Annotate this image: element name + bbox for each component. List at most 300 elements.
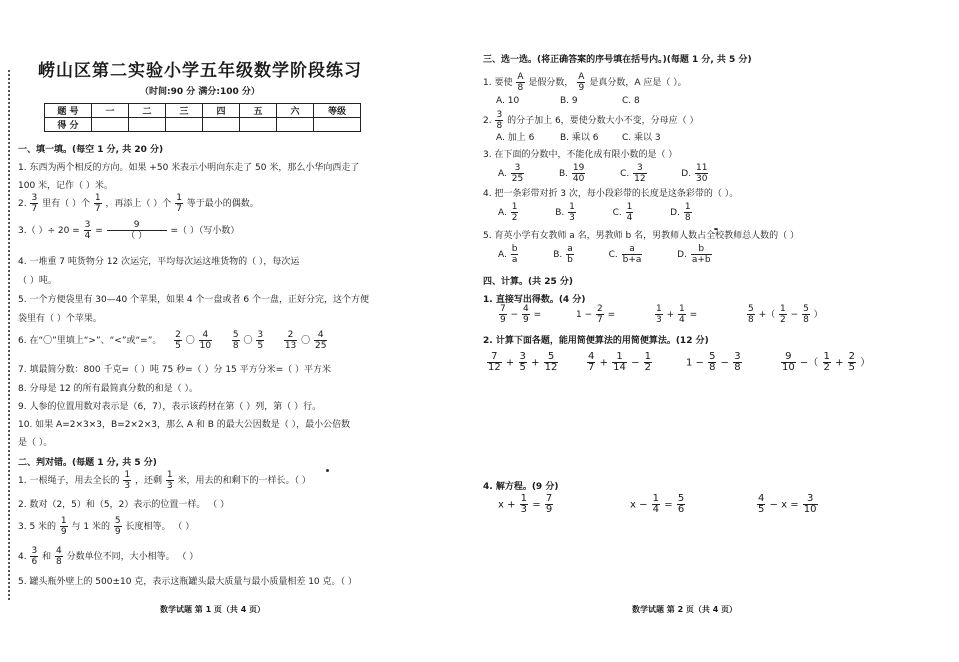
prefix: x −	[630, 499, 648, 511]
denominator: 8	[684, 213, 691, 223]
q3	[18, 220, 239, 241]
numerator: 5	[803, 304, 809, 314]
equation-heading: 4. 解方程。(9 分)	[483, 482, 559, 492]
score-cell: 五	[240, 104, 277, 118]
score-cell: 三	[166, 104, 203, 118]
denominator: 7	[94, 204, 101, 214]
q4-line2: （ ）吨。	[18, 276, 57, 286]
fraction	[691, 244, 712, 265]
calc-item	[486, 352, 559, 373]
choice-q2-text: 的分子加上 6，要使分数大小不变，分母应（ ）	[507, 116, 699, 126]
denominator: 8	[55, 557, 62, 567]
fraction	[626, 202, 634, 223]
denominator: 40	[572, 174, 585, 184]
judge-q4-text: 4.	[18, 552, 27, 562]
denominator: 25	[511, 174, 524, 184]
numerator: 1	[176, 193, 182, 203]
option-letter: C.	[608, 250, 618, 260]
numerator: 2	[175, 330, 181, 340]
score-cell: 六	[277, 104, 314, 118]
judge-q2: 2. 数对（2，5）和（5，2）表示的位置一样。 （ ）	[18, 500, 230, 510]
equals: =	[533, 310, 542, 320]
score-blank	[129, 118, 166, 132]
fraction	[175, 193, 183, 214]
q2-number: 2.	[18, 199, 27, 209]
denominator: 8	[709, 362, 716, 373]
q8: 8. 分母是 12 的所有最简真分数的和是（ ）。	[18, 384, 198, 394]
numerator: 19	[572, 163, 585, 173]
q4-line1: 4. 一堆重 7 吨货物分 12 次运完，平均每次运这堆货物的（ ），每次运	[18, 257, 300, 267]
numerator: 3	[519, 351, 526, 362]
numerator: 3	[31, 546, 38, 556]
numerator: 5	[709, 351, 716, 362]
fraction	[516, 72, 524, 93]
fraction	[572, 163, 585, 184]
fraction	[123, 470, 131, 491]
fraction	[60, 516, 68, 537]
numerator: 1	[656, 304, 662, 314]
denominator: 9	[114, 527, 121, 537]
fraction	[30, 193, 38, 214]
denominator: 8	[748, 315, 754, 325]
judge-q1-text: ，还剩	[134, 476, 162, 486]
numerator: 4	[758, 493, 765, 504]
fraction	[577, 72, 585, 93]
fraction	[284, 330, 297, 351]
numerator: 5	[114, 516, 121, 526]
denominator: 10	[803, 504, 817, 515]
denominator: 6	[31, 557, 38, 567]
numerator: 11	[695, 163, 708, 173]
numerator: 4	[199, 330, 212, 341]
fraction	[499, 304, 507, 325]
operator: =	[532, 499, 541, 511]
fraction	[511, 202, 519, 223]
numerator: 1	[520, 493, 528, 504]
denominator: 5	[758, 504, 765, 515]
choice-option: B. 乘以 6	[560, 133, 599, 143]
option-letter: A.	[498, 250, 507, 260]
q2	[18, 193, 259, 214]
denominator: 2	[780, 315, 786, 325]
denominator: 2	[644, 362, 652, 373]
fraction	[733, 352, 741, 373]
judge-q3	[18, 516, 194, 537]
prefix: x +	[498, 499, 516, 511]
fraction	[166, 470, 174, 491]
denominator: a	[511, 255, 518, 265]
option-letter: D.	[681, 169, 692, 179]
numerator: 3	[803, 494, 818, 505]
fraction	[522, 304, 530, 325]
option-letter: B.	[558, 169, 568, 179]
numerator: 3	[257, 330, 264, 340]
score-cell: 四	[203, 104, 240, 118]
option-letter: D.	[677, 250, 687, 260]
calc-item	[498, 304, 541, 325]
prefix: 1 −	[686, 357, 704, 369]
q10-line2: 是（ ）。	[18, 438, 53, 448]
operator: −	[790, 310, 799, 320]
denominator: 3	[520, 504, 528, 515]
equation-item	[630, 494, 686, 515]
score-blank	[277, 118, 314, 132]
judge-q1-text: 1. 一根绳子，用去全长的	[18, 476, 120, 486]
fraction	[633, 163, 646, 184]
choice-q4: 4. 把一条彩带对折 3 次，每小段彩带的长度是这条彩带的（ ）。	[483, 189, 739, 199]
fraction	[545, 494, 553, 515]
section3-heading: 三、选一选。(将正确答案的序号填在括号内。)(每题 1 分, 共 5 分)	[483, 55, 752, 65]
calc-item	[586, 352, 653, 373]
fraction	[107, 220, 167, 241]
operator: +	[531, 357, 540, 369]
fraction	[511, 163, 524, 184]
numerator: A	[578, 72, 585, 82]
q10-line1: 10. 如果 A=2×3×3，B=2×2×3，那么 A 和 B 的最大公因数是（ ），最小公倍数	[18, 420, 351, 430]
fraction	[655, 304, 663, 325]
choice-q1-text: 是真分数，A 应是（ ）。	[589, 78, 687, 88]
fraction	[781, 352, 796, 373]
numerator: 2	[848, 351, 856, 362]
calc-item	[686, 352, 743, 373]
fraction	[174, 330, 182, 351]
choice-q2-text: 2.	[483, 116, 492, 126]
denominator: 12	[544, 362, 558, 373]
judge-q1-text: 米，用去的和剩下的一样长。（ ）	[177, 476, 311, 486]
score-table-score-row	[45, 118, 361, 132]
numerator: 1	[644, 351, 652, 362]
judge-q5: 5. 罐头瓶外壁上的 500±10 克，表示这瓶罐头最大质量与最小质量相差 10 克。（ ）	[18, 577, 357, 587]
denominator: 5	[175, 341, 181, 351]
operator: −	[631, 357, 640, 369]
judge-q3-text: 3. 5 米的	[18, 522, 57, 532]
equation-item	[498, 494, 554, 515]
calc-item	[746, 304, 823, 325]
denominator: 9	[60, 527, 67, 537]
page-title: 崂山区第二实验小学五年级数学阶段练习	[38, 61, 362, 81]
denominator: a+b	[691, 255, 711, 265]
numerator: 1	[823, 351, 830, 362]
numerator: 9	[107, 220, 167, 231]
denominator: 4	[679, 315, 685, 325]
choice-q2	[483, 110, 699, 131]
option-letter: D.	[670, 208, 680, 218]
denominator: 2	[511, 213, 518, 223]
calc-item	[780, 352, 870, 373]
fraction	[802, 304, 810, 325]
equals: =	[607, 310, 616, 320]
section2-heading: 二、判对错。(每题 1 分, 共 5 分)	[18, 458, 157, 468]
denominator: 3	[656, 315, 662, 325]
denominator: 3	[124, 481, 131, 491]
numerator: 1	[679, 304, 685, 314]
score-blank	[92, 118, 129, 132]
fraction	[695, 163, 708, 184]
score-blank	[240, 118, 277, 132]
numerator: a	[622, 244, 643, 255]
exam-subtitle: （时间:90 分 满分:100 分）	[140, 87, 260, 97]
denominator: 10	[199, 341, 212, 351]
fraction	[747, 304, 755, 325]
calc-part2-heading: 2. 计算下面各题，能用简便算法的用简便算法。(12 分)	[483, 336, 709, 346]
denominator: 12	[488, 362, 501, 373]
q2-text: 等于最小的偶数。	[186, 199, 259, 209]
operator: ）	[860, 357, 871, 369]
score-cell: 得 分	[45, 118, 92, 132]
score-cell: 一	[92, 104, 129, 118]
operator: +	[599, 357, 608, 369]
numerator: 1	[94, 193, 101, 203]
numerator: 4	[55, 546, 62, 556]
judge-q3-text: 长度相等。 （ ）	[125, 522, 195, 532]
denominator: 6	[677, 504, 685, 515]
fraction	[566, 244, 574, 265]
denominator: 12	[634, 174, 646, 184]
fraction	[678, 304, 686, 325]
denominator: 5	[519, 362, 526, 373]
denominator: b	[567, 255, 573, 265]
equation-item	[756, 494, 819, 515]
fraction	[114, 516, 122, 537]
calc-item	[576, 304, 615, 325]
numerator: 1	[780, 304, 786, 314]
numerator: 9	[781, 352, 796, 363]
numerator: 2	[284, 330, 297, 341]
fraction	[677, 494, 685, 515]
numerator: 1	[166, 470, 173, 480]
q2-text: ，再添上（ ）个	[105, 199, 172, 209]
q1-line2: 100 米，记作（ ）米。	[18, 181, 113, 191]
denominator: 4	[626, 213, 633, 223]
operator: −	[510, 310, 519, 320]
q5-line2: 袋里有（ ）个苹果。	[18, 314, 102, 324]
scan-speck	[326, 469, 329, 472]
numerator: 7	[545, 493, 553, 504]
numerator: 5	[677, 493, 685, 504]
fraction	[199, 330, 212, 351]
denominator: 9	[578, 83, 585, 93]
numerator: A	[517, 72, 524, 82]
denominator: 8	[496, 121, 503, 131]
equals: =	[689, 310, 698, 320]
fraction	[314, 330, 327, 351]
numerator: 7	[487, 352, 502, 363]
numerator: 1	[124, 470, 131, 480]
operator: −	[720, 357, 730, 369]
compare-circle: 〇	[243, 336, 253, 346]
fraction	[30, 546, 38, 567]
fraction	[644, 352, 652, 373]
numerator: 5	[544, 352, 559, 363]
option-letter: A.	[498, 169, 507, 179]
denominator: 25	[315, 341, 327, 351]
fraction	[823, 352, 831, 373]
operator: +	[505, 357, 515, 369]
choice-q1-text: 1. 要使	[483, 78, 513, 88]
numerator: b	[691, 244, 712, 255]
denominator: 7	[176, 204, 182, 214]
fraction	[757, 494, 765, 515]
numerator: 3	[734, 351, 741, 362]
choice-q5: 5. 育英小学有女教师 a 名，男教师 b 名，男教师人数占全校教师总人数的（ ）	[483, 231, 799, 241]
operator: −（	[799, 357, 819, 369]
q7: 7. 填最简分数：800 千克=（ ）吨 75 秒=（ ）分 15 平方分米=（ ）平方米	[18, 365, 332, 375]
denominator: 9	[545, 504, 553, 515]
operator: =	[664, 499, 673, 511]
denominator: 8	[232, 341, 239, 351]
scan-speck	[714, 228, 718, 230]
choice-q3-options	[498, 163, 709, 184]
choice-q1-text: 是假分数，	[528, 78, 574, 88]
denominator: 8	[517, 83, 524, 93]
denominator: 3	[166, 481, 173, 491]
q2-text: 里有（ ）个	[42, 199, 90, 209]
fraction	[511, 244, 519, 265]
choice-q4-options	[498, 202, 693, 223]
fraction	[708, 352, 716, 373]
q3-text: 3.（ ）÷ 20 =	[18, 226, 80, 236]
fraction	[596, 304, 604, 325]
numerator: 7	[500, 304, 506, 314]
choice-option: A. 10	[496, 96, 520, 106]
denominator: 7	[597, 315, 603, 325]
judge-q3-text: 与 1 米的	[71, 522, 110, 532]
choice-option: C. 乘以 3	[622, 133, 661, 143]
score-table-header-row	[45, 104, 361, 118]
denominator: 9	[500, 315, 506, 325]
operator: +	[666, 310, 675, 320]
q3-text: =	[95, 226, 103, 236]
fraction	[520, 494, 528, 515]
operator: − x =	[769, 499, 799, 511]
denominator: 7	[588, 362, 595, 373]
denominator: 4	[84, 231, 91, 241]
page1-footer: 数学试题 第 1 页（共 4 页）	[160, 605, 266, 614]
option-letter: C.	[620, 169, 630, 179]
fraction	[495, 110, 503, 131]
prefix: 1 −	[576, 310, 593, 320]
denominator: 14	[613, 362, 626, 373]
denominator: 30	[695, 174, 708, 184]
judge-q4-text: 分数单位不同，大小相等。 （ ）	[66, 552, 199, 562]
score-blank	[314, 118, 361, 132]
score-cell: 等级	[314, 104, 361, 118]
option-letter: B.	[555, 208, 565, 218]
fraction	[487, 352, 502, 373]
fraction	[519, 352, 527, 373]
page2-footer: 数学试题 第 2 页（共 4 页）	[632, 605, 738, 614]
numerator: a	[567, 244, 573, 254]
section4-heading: 四、计算。(共 25 分)	[483, 277, 574, 287]
denominator: 4	[652, 504, 660, 515]
fraction	[779, 304, 787, 325]
numerator: 3	[84, 220, 91, 230]
denominator: 10	[782, 362, 795, 373]
numerator: 5	[232, 330, 239, 340]
operator: +（	[758, 310, 776, 320]
option-letter: B.	[553, 250, 563, 260]
numerator: 3	[496, 110, 503, 120]
numerator: 1	[511, 202, 518, 212]
numerator: 4	[523, 304, 529, 314]
fraction	[622, 244, 643, 265]
numerator: 1	[684, 202, 691, 212]
operator: +	[835, 357, 844, 369]
score-cell: 二	[129, 104, 166, 118]
denominator: 2	[823, 362, 830, 373]
numerator: 2	[597, 304, 603, 314]
fraction	[587, 352, 595, 373]
numerator: 1	[626, 202, 633, 212]
numerator: 1	[652, 493, 660, 504]
fraction	[568, 202, 576, 223]
judge-q4	[18, 546, 198, 567]
denominator: 9	[523, 315, 529, 325]
fraction	[612, 352, 627, 373]
denominator: （ ）	[126, 231, 148, 241]
fraction	[94, 193, 102, 214]
fraction	[652, 494, 660, 515]
denominator: 13	[284, 341, 297, 351]
choice-q1	[483, 72, 687, 93]
score-table	[44, 103, 361, 132]
fraction	[256, 330, 264, 351]
numerator: 3	[31, 193, 38, 203]
binding-margin	[8, 70, 10, 600]
fraction	[848, 352, 856, 373]
section1-heading: 一、填一填。(每空 1 分, 共 20 分)	[18, 145, 164, 155]
q5-line1: 5. 一个方便袋里有 30—40 个苹果，如果 4 个一盘或者 6 个一盘，正好分完，这个方便	[18, 295, 369, 305]
score-blank	[203, 118, 240, 132]
denominator: 3	[569, 213, 575, 223]
numerator: 5	[748, 304, 754, 314]
fraction	[684, 202, 692, 223]
denominator: 5	[848, 362, 856, 373]
numerator: 3	[633, 163, 646, 174]
operator: ）	[813, 310, 823, 320]
numerator: 1	[60, 516, 67, 526]
calc-part1-heading: 1. 直接写出得数。(4 分)	[483, 295, 586, 305]
q6-text: 6. 在“〇”里填上“>”、“<”或“=”。	[18, 336, 162, 346]
denominator: 8	[803, 315, 809, 325]
q3-text: =（ ）（写小数）	[170, 226, 240, 236]
score-cell: 题 号	[45, 104, 92, 118]
fraction	[544, 352, 559, 373]
option-letter: A.	[498, 208, 507, 218]
fraction	[232, 330, 240, 351]
choice-q3: 3. 在下面的分数中，不能化成有限小数的是（ ）	[483, 150, 678, 160]
score-blank	[166, 118, 203, 132]
compare-circle: 〇	[301, 336, 311, 346]
fraction	[803, 494, 818, 515]
calc-item	[654, 304, 697, 325]
fraction	[55, 546, 63, 567]
numerator: 1	[612, 352, 627, 363]
choice-option: C. 8	[622, 96, 640, 106]
judge-q1	[18, 470, 311, 491]
denominator: 7	[31, 204, 38, 214]
numerator: 4	[588, 351, 595, 362]
choice-option: B. 9	[560, 96, 578, 106]
numerator: 3	[511, 163, 524, 174]
numerator: 4	[314, 330, 327, 341]
q6	[18, 330, 328, 351]
choice-option: A. 加上 6	[496, 133, 535, 143]
compare-circle: 〇	[185, 336, 195, 346]
denominator: b+a	[622, 255, 642, 265]
denominator: 8	[734, 362, 741, 373]
denominator: 5	[257, 341, 264, 351]
